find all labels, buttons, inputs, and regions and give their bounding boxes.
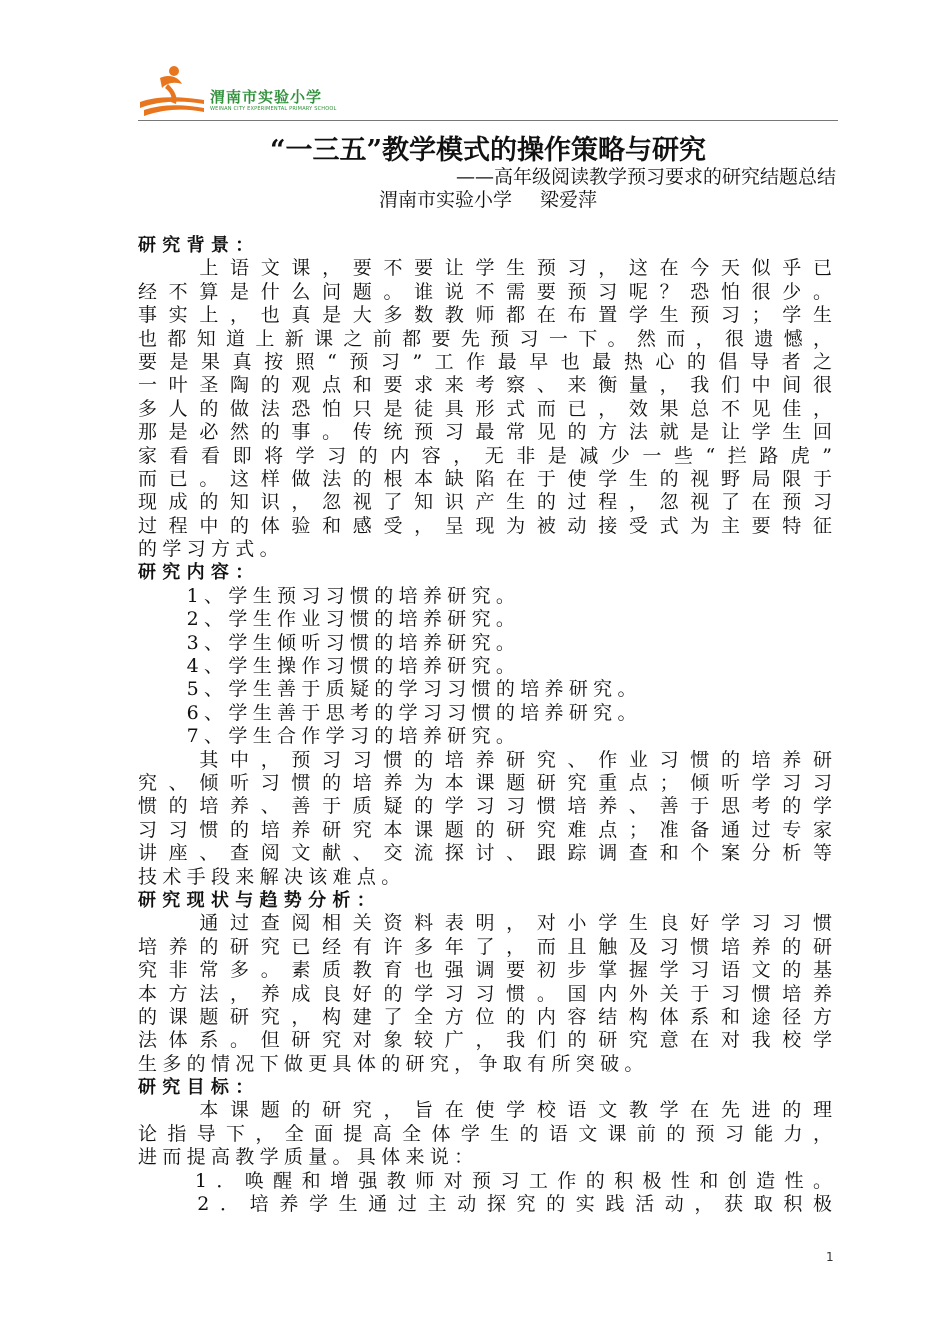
text-line: 经不算是什么问题。谁说不需要预习呢？恐怕很少。 (138, 280, 832, 303)
page-number: 1 (826, 1250, 834, 1264)
text-line: 上语文课，要不要让学生预习，这在今天似乎已 (138, 257, 832, 280)
text-line: 法体系。但研究对象较广，我们的研究意在对我校学 (138, 1029, 832, 1052)
list-item: 6、学生善于思考的学习习惯的培养研究。 (138, 701, 642, 724)
document-body (138, 234, 832, 1216)
text-line: 究、倾听习惯的培养为本课题研究重点；倾听学习习 (138, 771, 832, 794)
document-title: “一三五”教学模式的操作策略与研究 (269, 135, 707, 166)
text-line: 惯的培养、善于质疑的学习习惯培养、善于思考的学 (138, 795, 832, 818)
logo-school-name-en: WEINAN CITY EXPERIMENTAL PRIMARY SCHOOL (210, 106, 337, 112)
text-line: 技术手段来解决该难点。 (138, 865, 406, 888)
author-line (138, 187, 838, 213)
list-item: 4、学生操作习惯的培养研究。 (138, 655, 521, 678)
text-line: 现成的知识，忽视了知识产生的过程，忽视了在预习 (138, 491, 832, 514)
text-line: 那是必然的事。传统预习最常见的方法就是让学生回 (138, 421, 832, 444)
text-line: 过程中的体验和感受，呈现为被动接受式为主要特征 (138, 514, 832, 537)
text-line: 通过查阅相关资料表明，对小学生良好学习习惯 (138, 912, 832, 935)
list-item: 2、学生作业习惯的培养研究。 (138, 608, 521, 631)
text-line: 习习惯的培养研究本课题的研究难点；准备通过专家 (138, 818, 832, 841)
list-item: 1．唤醒和增强教师对预习工作的积极性和创造性。 (138, 1169, 832, 1192)
text-line: 多人的做法恐怕只是徒具形式而已，效果总不见佳， (138, 397, 832, 420)
author-name: 梁爱萍 (540, 189, 598, 211)
text-line: 事实上，也真是大多数教师都在布置学生预习；学生 (138, 304, 832, 327)
text-line: 本方法，养成良好的学习习惯。国内外关于习惯培养 (138, 982, 832, 1005)
text-line: 要是果真按照“预习”工作最早也最热心的倡导者之 (138, 350, 832, 373)
text-line: 生多的情况下做更具体的研究，争取有所突破。 (138, 1052, 649, 1075)
section-heading-background: 研究背景： (138, 235, 260, 256)
header-divider (138, 120, 838, 121)
text-line: 家看看即将学习的内容，无非是减少一些“拦路虎” (138, 444, 832, 467)
text-line: 的学习方式。 (138, 538, 284, 561)
text-line: 的课题研究，构建了全方位的内容结构体系和途径方 (138, 1005, 832, 1028)
text-line: 论指导下，全面提高全体学生的语文课前的预习能力， (138, 1122, 832, 1145)
text-line: 究非常多。素质教育也强调要初步掌握学习语文的基 (138, 959, 832, 982)
text-line: 本课题的研究，旨在使学校语文教学在先进的理 (138, 1099, 832, 1122)
list-item: 7、学生合作学习的培养研究。 (138, 725, 521, 748)
text-line: 也都知道上新课之前都要先预习一下。然而，很遗憾， (138, 327, 832, 350)
text-line: 其中，预习习惯的培养研究、作业习惯的培养研 (138, 748, 832, 771)
logo-school-name: 渭南市实验小学 (210, 88, 323, 106)
text-line: 而已。这样做法的根本缺陷在于使学生的视野局限于 (138, 467, 832, 490)
school-logo-icon (138, 62, 208, 120)
text-line: 进而提高教学质量。具体来说： (138, 1146, 479, 1169)
document-subtitle: ——高年级阅读教学预习要求的研究结题总结 (455, 166, 836, 188)
page-header (138, 62, 838, 122)
list-item: 1、学生预习习惯的培养研究。 (138, 584, 521, 607)
list-item: 2．培养学生通过主动探究的实践活动，获取积极 (138, 1193, 832, 1216)
list-item: 5、学生善于质疑的学习习惯的培养研究。 (138, 678, 642, 701)
text-line: 一叶圣陶的观点和要求来考察、来衡量，我们中间很 (138, 374, 832, 397)
author-school: 渭南市实验小学 (378, 189, 512, 211)
section-heading-status: 研究现状与趋势分析： (138, 889, 381, 911)
list-item: 3、学生倾听习惯的培养研究。 (138, 631, 521, 654)
text-line: 培养的研究已经有许多年了，而且触及习惯培养的研 (138, 935, 832, 958)
text-line: 讲座、查阅文献、交流探讨、跟踪调查和个案分析等 (138, 842, 832, 865)
section-heading-goals: 研究目标： (138, 1077, 260, 1099)
section-heading-content: 研究内容： (138, 562, 260, 584)
